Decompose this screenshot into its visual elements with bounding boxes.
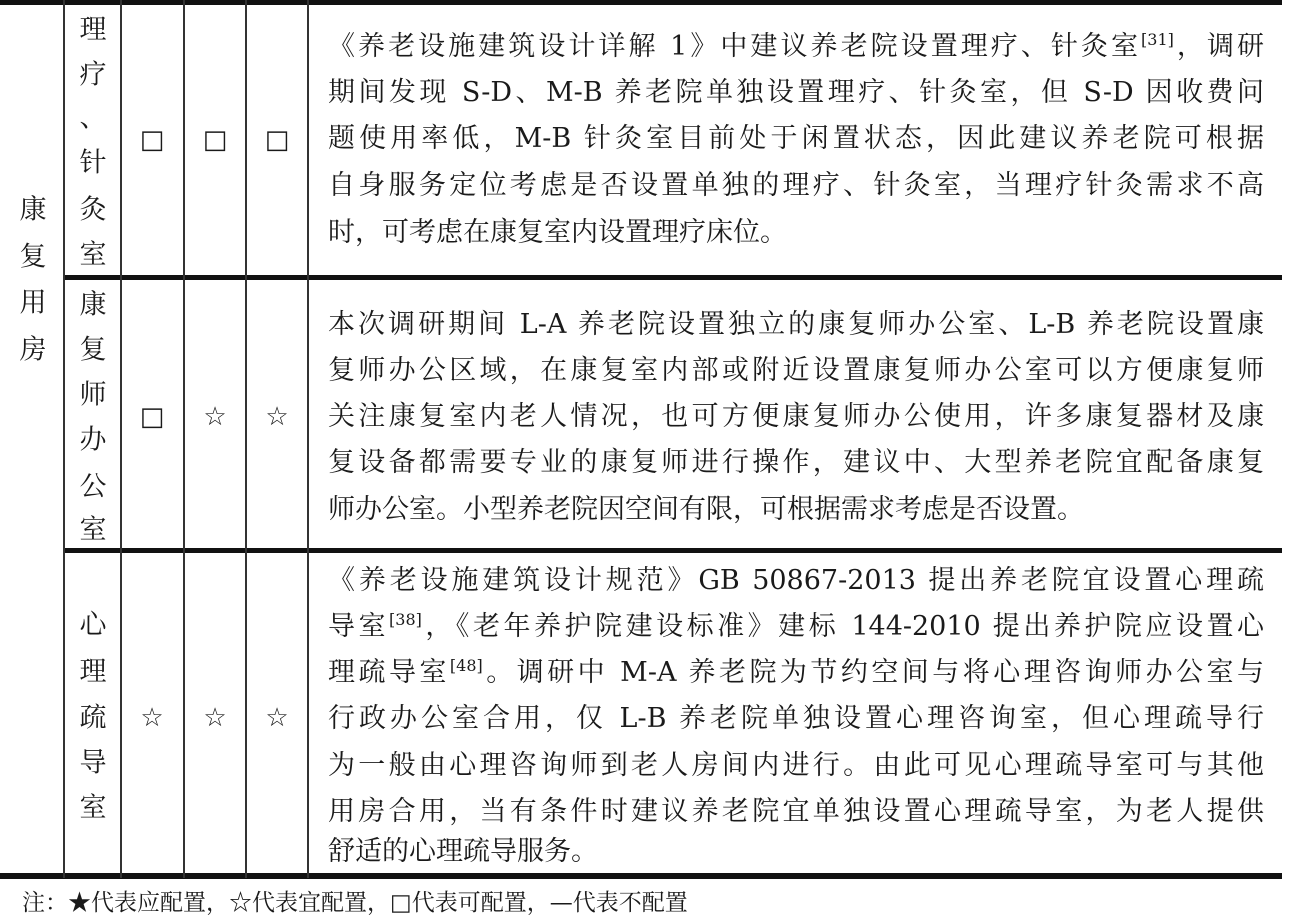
description-line [328,356,1264,386]
room-name-char: 心 [79,609,107,641]
config-symbol: □ [139,125,165,155]
column-divider [120,0,122,878]
description-text: 《养老设施建筑设计规范》GB 50867-2013 提出养老院宜设置心理疏 [328,565,1264,596]
column-divider [307,0,309,878]
room-name-char: 室 [79,239,107,271]
description-line [328,566,1264,596]
room-name-char: 室 [79,792,107,824]
column-divider [245,0,247,878]
room-name-char: 、 [79,102,107,134]
room-name-char: 康 [79,289,107,321]
config-symbol: ☆ [265,703,289,733]
description-line [328,448,1264,478]
category-label-char: 用 [19,287,47,319]
description-line [328,402,1264,432]
room-name-char: 复 [79,334,107,366]
description-line [328,612,1264,642]
table-top-rule [0,0,1282,5]
description-text: 行政办公室合用，仅 L-B 养老院单独设置心理咨询室，但心理疏导行 [328,703,1264,734]
config-symbol: □ [202,125,228,155]
description-line [328,218,1264,248]
room-name-char: 疗 [79,59,107,91]
description-text: 时，可考虑在康复室内设置理疗床位。 [328,217,787,248]
config-symbol: ☆ [265,402,289,432]
category-label-char: 复 [19,241,47,273]
description-text: 师办公室。小型养老院因空间有限，可根据需求考虑是否设置。 [328,494,1084,525]
description-text: 。调研中 M-A 养老院为节约空间与将心理咨询师办公室与 [482,657,1265,688]
config-symbol: ☆ [203,703,227,733]
config-symbol: □ [139,402,165,432]
room-name-char: 灸 [79,194,107,226]
description-text: 本次调研期间 L-A 养老院设置独立的康复师办公室、L-B 养老院设置康 [328,309,1264,340]
note: 注：★代表应配置，☆代表宜配置，□代表可配置，—代表不配置 [22,890,688,916]
column-divider [63,0,65,878]
citation: [38] [389,610,422,629]
citation: [31] [1141,30,1174,49]
room-name-char: 疏 [79,702,107,734]
description-line [328,124,1264,154]
description-text: 理疏导室 [328,657,450,688]
config-symbol: ☆ [203,402,227,432]
category-label-char: 房 [19,334,47,366]
column-divider [183,0,185,878]
description-text: 为一般由心理咨询师到老人房间内进行。由此可见心理疏导室可与其他 [328,750,1264,781]
description-line [328,751,1264,781]
description-text: 自身服务定位考虑是否设置单独的理疗、针灸室，当理疗针灸需求不高 [328,170,1264,201]
room-name-char: 理 [79,14,107,46]
description-text: 舒适的心理疏导服务。 [328,836,598,867]
room-name-char: 公 [79,471,107,503]
room-name-char: 理 [79,656,107,688]
description-text: ，《老年养护院建设标准》建标 144-2010 提出养护院应设置心 [421,611,1264,642]
description-text: 期间发现 S-D、M-B 养老院单独设置理疗、针灸室，但 S-D 因收费问 [328,77,1264,108]
description-text: 复设备都需要专业的康复师进行操作，建议中、大型养老院宜配备康复 [328,447,1264,478]
room-name-char: 针 [79,147,107,179]
description-text: 关注康复室内老人情况，也可方便康复师办公使用，许多康复器材及康 [328,401,1264,432]
description-line [328,310,1264,340]
table-bottom-rule [0,873,1282,879]
citation: [48] [449,656,483,675]
description-line [328,837,1264,867]
config-symbol: □ [264,125,290,155]
description-line [328,78,1264,108]
description-text: ，调研 [1173,31,1264,62]
description-text: 用房合用，当有条件时建议养老院宜单独设置心理疏导室，为老人提供 [328,796,1264,827]
room-name-char: 办 [79,424,107,456]
description-line [328,495,1264,525]
description-text: 复师办公区域，在康复室内部或附近设置康复师办公室可以方便康复师 [328,355,1264,386]
description-text: 导室 [328,611,390,642]
description-text: 题使用率低，M-B 针灸室目前处于闲置状态，因此建议养老院可根据 [328,123,1264,154]
room-name-char: 导 [79,747,107,779]
category-label-char: 康 [19,194,47,226]
room-name-char: 室 [79,514,107,546]
room-name-char: 师 [79,379,107,411]
description-line [328,171,1264,201]
description-line [328,658,1264,688]
description-line [328,704,1264,734]
description-line [328,797,1264,827]
description-text: 《养老设施建筑设计详解 1》中建议养老院设置理疗、针灸室 [328,31,1142,62]
config-symbol: ☆ [140,703,164,733]
description-line [328,32,1264,62]
